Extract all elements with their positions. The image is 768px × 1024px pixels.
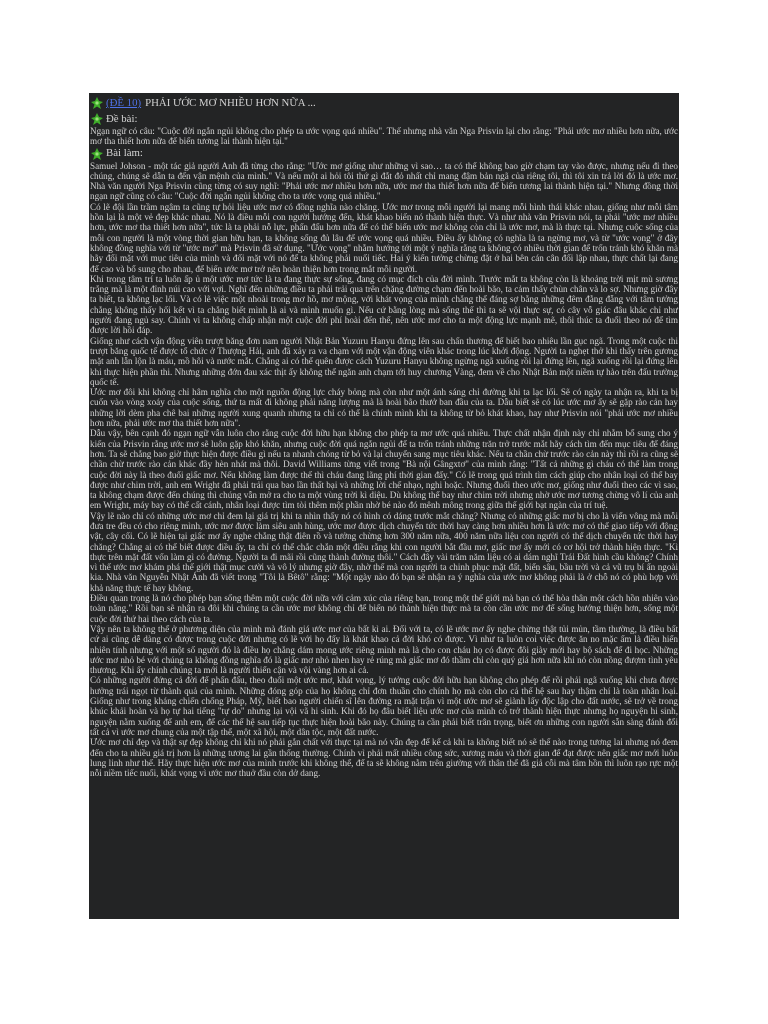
essay-label-line bbox=[90, 147, 678, 161]
essay-paragraph: Giống như cách vận động viên trượt băng đơn nam người Nhật Bản Yuzuru Hanyu đứng lên sau chấn thương để biết bao nhiêu lần gục ngã. Trong một cuộc thi trượt băng quốc tế được tổ chức ở Thượng Hải, anh đã xảy ra va chạm với một vận động viên khác trong lúc khởi động. Người ta nghẹt thở khi thấy trên gương mặt anh lẫn lộn là máu, mồ hôi và nước mắt. Chẳng ai có thể quên được cách Yuzuru Hanyu không ngừng ngã xuống rồi lại đứng lên, ngã xuống rồi lại đứng lên khi thực hiện phần thi. Nhưng những đớn đau xác thịt ấy không thể ngăn anh chạm tới huy chương Vàng, đem về cho Nhật Bản một niềm tự hào trên đấu trường quốc tế. bbox=[90, 335, 678, 387]
leaf-icon bbox=[90, 147, 104, 161]
title-line bbox=[90, 96, 678, 110]
topic-text: Ngạn ngữ có câu: "Cuộc đời ngắn ngủi không cho phép ta ước vọng quá nhiều". Thế nhưng nhà văn Nga Prisvin lại cho rằng: "Phải ước mơ nhiều hơn nữa, ước mơ tha thiết hơn nữa để biến tương lai thành hiện tại." bbox=[90, 126, 678, 147]
leaf-icon bbox=[90, 112, 104, 126]
leaf-icon bbox=[90, 96, 104, 110]
essay-paragraph: Ước mơ đôi khi không chỉ hâm nghĩa cho một nguồn động lực cháy bỏng mà còn như một ánh sáng chỉ đường khi ta lạc lối. Sẽ có ngày ta nhận ra, khi ta bị cuốn vào vòng xoáy của cuộc sống, thứ ta mất đi không phải năng lượng mà là hoài bão thưở ban đầu của ta. Dẫu biết sẽ có lúc ước mơ ấy sẽ gặp rào cản hay những lời dèm pha chê bai những người xung quanh nhưng ta chỉ có thể là chính mình khi ta không từ bỏ khát khao, hay như Prisvin nói "phải ước mơ nhiều hơn nữa, phải ước mơ tha thiết hơn nữa". bbox=[90, 387, 678, 429]
essay-paragraph: Có những người đứng cả đời để phấn đấu, theo đuổi một ước mơ, khát vọng, lý tưởng cuộc đời hữu hạn không cho phép để rồi phải ngã xuống khi chưa được hưởng trái ngọt từ thành quả của mình. Những đóng góp của họ không chỉ đơn thuần cho chính họ mà còn cho cả thế hệ sau hay thậm chí là toàn nhân loại. Giống như trong kháng chiến chống Pháp, Mỹ, biết bao người chiến sĩ lên đường ra mặt trận vì một ước mơ sẽ giành lấy độc lập cho đất nước, sẽ trở về trong khúc khải hoàn và họ tự hai tiếng "tự do" nhưng lại vội vã hi sinh. Khi đó họ đâu biết liệu ước mơ của mình có trở thành hiện thực nhưng họ nguyện hi sinh, nguyện nằm xuống để anh em, để các thế hệ sau tiếp tục thực hiện hoài bão này. Chúng ta cần phải biết trân trọng, biết ơn những con người sẵn sàng đánh đổi tất cả vì ước mơ chung của một tập thể, một xã hội, một dân tộc, một đất nước. bbox=[90, 675, 678, 737]
essay-paragraph: Vậy lẽ nào chỉ có những ước mơ chỉ đem lại giá trị khi ta nhìn thấy nó có hình có dáng trước mắt chăng? Nhưng có những giấc mơ bị cho là viển vông mà mỗi đưa tre đều có cho riêng mình, ước mơ được làm siêu anh hùng, ước mơ được dịch chuyển tức thời hay càng hơn nhiều hơn là ước mơ có thể giao tiếp với động vật, cây cối. Có lẽ hiện tại giấc mơ ấy nghe chẳng thật điên rồ và tưởng chừng hơn 300 năm nữa, 400 năm nữa liệu con người có thể dịch chuyển tức thời hay chăng? Chẳng ai có thể biết được điều ấy, ta chỉ có thể chắc chắn một điều rằng khi con người bắt đầu mơ, giấc mơ ấy mới có cơ hội trở thành hiện thực. "Kì thực trên mặt đất vốn làm gì có đường. Người ta đi mãi rồi cũng thành đường thôi." Cách đây vài trăm năm liệu có ai dám nghĩ Trái Đất hình cầu không? Chính vì thế ước mơ khám phá thế giới thật mục cười và vô lý nhưng giờ đây, nhờ thế mà con người ta chinh phục mặt đất, biển sâu, bầu trời và cả vũ trụ bí ẩn ngoài kia. Nhà văn Nguyễn Nhật Ánh đã viết trong "Tôi là Bêtô" rằng: "Một ngày nào đó bạn sẽ nhận ra ý nghĩa của ước mơ không phải là ở chỗ nó có phù hợp với khả năng thực tế hay không. bbox=[90, 510, 678, 593]
essay-paragraph: Dẫu vậy, bên cạnh đó ngạn ngữ vẫn luôn cho rằng cuộc đời hữu hạn không cho phép ta mơ ước quá nhiều. Thực chất nhận định này chỉ nhằm bổ sung cho ý kiến của Prisvin rằng ước mơ sẽ luôn gặp khó khăn, nhưng cuộc đời quá ngắn ngủi để ta trốn tránh những trăn trở trước mắt hãy cách tìm đến mục tiêu để đáng hơn. Ta sẽ chẳng bao giờ thực hiện được điều gì nếu ta nhanh chóng từ bỏ và lại chuyển sang mục tiêu khác. Nếu ta chần chừ trước rào cản này thì rồi ra cũng sẽ chần chừ trước rào cản khác đầy hèn nhát mà thôi. David Williams từng viết trong "Bà nội Gângxtơ" của mình rằng: "Tất cả những gì cháu có thể làm trong cuộc đời này là theo đuổi giấc mơ. Nếu không làm được thế thì cháu đang lãng phí thời gian đấy." Có lẽ trong quá trình tìm cách giúp cho nhân loại có thể bay được như chim trời, anh em Wright đã phải trải qua bao lần thất bại và những lời chế nhạo, nghi hoặc. Nhưng đuổi theo ước mơ, giống như đuổi theo các vì sao, ta không chạm được đến chúng thì chúng vẫn mở ra cho ta một vùng trời kì diệu. Dù không thể bay như chim trời nhưng nhờ ước mơ tương chừng vô lí của anh em Wright, máy bay có thể cất cánh, nhân loại được tìm tòi thêm một phần nhờ bé nào đó mênh mông trong giữa thế giới bạt ngàn của trí tuệ. bbox=[90, 428, 678, 511]
topic-label-line bbox=[90, 112, 678, 126]
essay-paragraph: Khi trong tâm trí ta luôn ấp ủ một ước mơ tức là ta đang thực sự sống, đang có mục đích của đời mình. Trước mắt ta không còn là khoảng trời mịt mù sương trắng mà là một đỉnh núi cao với vợi. Nghĩ đến những điều ta phải trải qua trên chặng đường chạm đến hoài bão, ta cảm thấy chùn chân và lo sợ. Nhưng giờ đây ta biết, ta không lạc lối. Và có lẽ việc một nhoài trong mơ hồ, mơ mộng, với khát vọng của mình chẳng thể đáng sợ bằng những đêm đằng đẵng với tâm tưởng chẳng không thấy hối kết vì ta chẳng biết mình là ai và mình muốn gì. Nếu cứ bằng lòng mà sống thế thì ta sẽ vội thực sự, có cây vỗ giác đâu khác chỉ như người đang ngủ say. Chính vì ta không chấp nhận một cuộc đời phí hoài đến thế, nên ước mơ cho ta một động lực mạnh mẽ, thôi thúc ta đuổi theo nó để tìm được lời hồi đáp. bbox=[90, 273, 678, 336]
essay-paragraph: Vậy nên ta không thể ở phương diện của mình mà đánh giá ước mơ của bất kì ai. Đối với ta, có lẽ ước mơ ấy nghe chừng thật tủi mủn, tầm thường, là điều bất cứ ai cũng dễ dàng có được trong cuộc đời nhưng có lẽ với họ đấy là khát khao cả đời khó có được. Vì như ta luôn coi việc được ăn no mặc ấm là điều hiển nhiên tính nhưng với một số người đó là điều họ chẳng dám mong ước riêng mình mà là cho con cháu họ có được đôi giày mới hay bộ sách để đi học. Những ước mơ nhỏ bé với chúng ta không đồng nghĩa đó là giấc mơ nhỏ nhen hay rẻ rúng mà giấc mơ đó thầm chỉ còn quý giá hơn nữa khi nó còn nồng đượm tình yêu thương. Khi ấy chính chúng ta mới là người thiển cận và vội vàng hơn ai cả. bbox=[90, 623, 678, 676]
essay-paragraph: Ước mơ chỉ đẹp và thật sự đẹp không chỉ khi nó phải gắn chất với thực tại mà nó vẫn đẹp để kể cả khi ta không biết nó sẽ thế nào trong tương lai nhưng nó đem đến cho ta nhiều giá trị hơn là những tương lai gần thống thường. Chính vì phải mất nhiều công sức, xương máu và thời gian để đạt được nên giấc mơ mới luôn lung linh như thế. Hãy thực hiện ước mơ của mình trước khi không thể, để ta sẽ không nằm trên giường với thân thể đã giả cỗi mà tâm hồn thì luôn rạo rực một nỗi niềm tiếc nuối, khát vọng vì ước mơ thuở đầu còn dở dang. bbox=[90, 737, 678, 779]
essay-paragraph: Samuel Johson - một tác giả người Anh đã từng cho rằng: "Ước mơ giống như những vì sao… ta có thể không bao giờ chạm tay vào được, nhưng nếu đi theo chúng, chúng sẽ dẫn ta đến vận mệnh của mình." Và nếu một ai hỏi tôi thứ gì đắt đỏ nhất chỉ mang đậm bản ngã của riêng tôi, thì tôi xin trả lời đó là ước mơ. Nhà văn người Nga Prisvin cũng từng có suy nghĩ: "Phải ước mơ nhiều hơn nữa, ước mơ tha thiết hơn nữa để biến tương lai thành hiện tại." Nhưng đồng thời ngạn ngữ cũng có câu: "Cuộc đời ngắn ngủi không cho ta ước vọng quá nhiều." bbox=[90, 160, 678, 202]
topic-label: Đề bài: bbox=[106, 112, 138, 125]
title-link[interactable]: (ĐỀ 10) bbox=[106, 97, 142, 109]
document-page bbox=[89, 93, 679, 919]
page-title: PHẢI ƯỚC MƠ NHIỀU HƠN NỮA ... bbox=[145, 97, 316, 109]
essay-label: Bài làm: bbox=[106, 147, 143, 160]
essay-paragraph: Có lẽ đội lần trầm ngâm ta cũng tự hỏi liệu ước mơ có đồng nghĩa nào chăng. Ước mơ trong mỗi người lại mang mỗi hình thái khác nhau, giống như mỗi tâm hồn lại là một vẻ đẹp khác nhau. Nó là điều mỗi con người hướng đến, khát khao biến nó thành hiện thực. Và như nhà văn Prisvin nói, ta phải "ước mơ nhiều hơn, ước mơ tha thiết hơn nữa", tức là ta phải nỗ lực, phấn đấu hơn nữa để có thể biến ước mơ không còn chỉ là ước mơ, mà là thực tại. Nhưng cuộc sống của mỗi con người là một vòng thời gian hữu hạn, ta không sống đủ lâu để ước vọng quá nhiều. Điều ấy không có nghĩa là ta ngừng mơ, và từ "ước vọng" ở đây không đồng nghĩa với từ "ước mơ" mà Prisvin đã sử dụng. "Ước vọng" nhằm hướng tới một ý nghĩa rằng ta không có nhiều thời gian để trốn tránh khó khăn mà hãy đối mặt với mục tiêu của mình và đối mặt với nó để ta không phải nuối tiếc. Hai ý kiến tưởng chừng đặt ở hai bên cán cân đối lập nhau, thực chất lại đang để cao và bổ sung cho nhau, để biến ước mơ trở nên hoàn thiện hơn trong mắt mỗi người. bbox=[90, 201, 678, 274]
essay-paragraph: Điều quan trọng là nó cho phép bạn sống thêm một cuộc đời nữa với cảm xúc của riêng bạn, trong một thế giới mà bạn có thể hòa thân một cách hồn nhiên vào toàn năng." Rồi bạn sẽ nhận ra đôi khi chúng ta cần ước mơ không chỉ để biến nó thành hiện thực mà ta còn cần ước mơ để sống hướng thiện hơn, sống một cuộc đời thứ hai theo cách của ta. bbox=[90, 593, 678, 624]
